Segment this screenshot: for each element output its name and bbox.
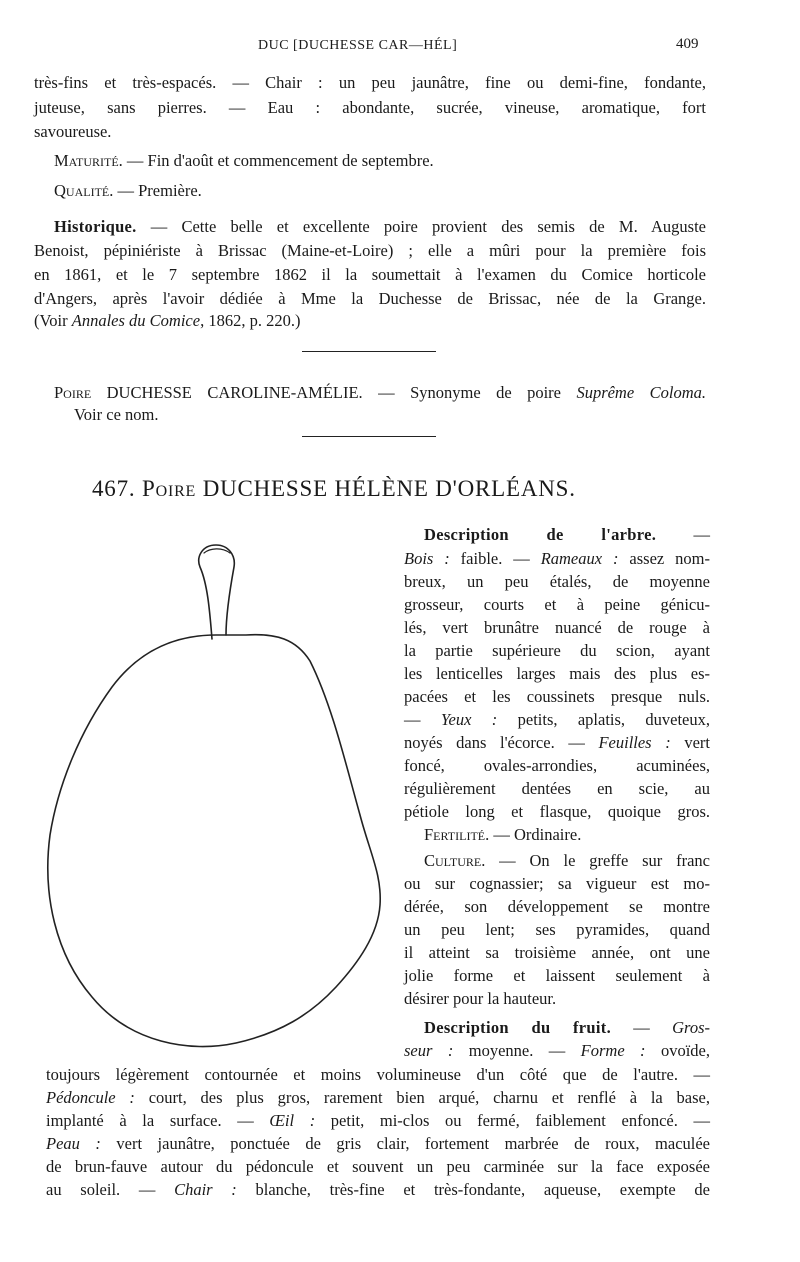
oeil-label: Œil : [269, 1111, 316, 1130]
text-line: grosseur, courts et à peine génicu- [404, 595, 710, 614]
synonym-poire: Poire [54, 383, 92, 402]
text-line: breux, un peu étalés, de moyenne [404, 572, 710, 591]
text-line: les lenticelles larges mais des plus es- [404, 664, 710, 683]
text-span: — [611, 1018, 673, 1037]
text-line [46, 1133, 710, 1155]
section-poire: Poire [135, 476, 203, 501]
text-span: moyenne. — [453, 1041, 581, 1060]
text-line: en 1861, et le 7 septembre 1862 il la soumettait à l'examen du Comice horticole [34, 265, 706, 284]
tree-heading-dash: — [656, 525, 710, 544]
historique-label: Historique. [54, 217, 137, 236]
citation-title: Annales du Comice [71, 311, 201, 330]
text-line [46, 1179, 710, 1201]
pear-outline [48, 635, 380, 1047]
text-line: très-fins et très-espacés. — Chair : un peu jaunâtre, fine ou demi-fine, fondante, [34, 73, 706, 92]
culture-label: Culture. [424, 851, 486, 870]
historique-line [54, 216, 706, 238]
chair-label: Chair : [174, 1180, 237, 1199]
text-line: savoureuse. [34, 122, 112, 141]
maturite-text: — Fin d'août et commencement de septembre. [122, 151, 434, 170]
text-line: foncé, ovales-arrondies, acuminées, [404, 756, 710, 775]
tree-heading: Description de l'arbre. [424, 525, 657, 544]
text-line: Voir ce nom. [74, 405, 159, 424]
text-line [404, 709, 710, 731]
text-span: au soleil. — [46, 1180, 175, 1199]
tree-heading-line [424, 524, 710, 546]
text-span: ovoïde, [645, 1041, 710, 1060]
divider-rule [302, 436, 436, 437]
culture-text: — On le greffe sur franc [485, 851, 710, 870]
text-line: régulièrement dentées en scie, au [404, 779, 710, 798]
synonym-line [54, 382, 706, 404]
text-span: vert [670, 733, 710, 752]
text-line: jolie forme et laissent seulement à [404, 966, 710, 985]
fruit-heading: Description du fruit. [424, 1018, 612, 1037]
text-line: dérée, son développement se montre [404, 897, 710, 916]
historique-text: — Cette belle et excellente poire provient des semis de M. Auguste [136, 217, 706, 236]
synonym-ref: Suprême Coloma. [576, 383, 706, 402]
running-head: DUC [DUCHESSE CAR—HÉL] [258, 38, 458, 53]
citation-suffix: , 1862, p. 220.) [200, 311, 301, 330]
divider-rule [302, 351, 436, 352]
fertilite-line [424, 824, 581, 846]
feuilles-label: Feuilles : [598, 733, 671, 752]
text-line [46, 1087, 710, 1109]
culture-line [424, 850, 710, 872]
text-span: assez nom- [618, 549, 710, 568]
text-span: vert jaunâtre, ponctuée de gris clair, fortement marbrée de roux, maculée [100, 1134, 711, 1153]
text-line: lés, vert brunâtre nuancé de rouge à [404, 618, 710, 637]
text-span: faible. — [449, 549, 541, 568]
text-line [404, 732, 710, 754]
text-line [404, 548, 710, 570]
page-number: 409 [676, 36, 699, 52]
qualite-label: Qualité. [54, 181, 114, 200]
qualite-line [54, 180, 202, 202]
text-span: seur : [404, 1041, 454, 1060]
text-line: désirer pour la hauteur. [404, 989, 557, 1008]
section-title [92, 476, 576, 502]
yeux-label: Yeux : [440, 710, 498, 729]
synonym-text: — Synonyme de poire [362, 383, 577, 402]
text-span: petit, mi-clos ou fermé, faiblement enfoncé. — [315, 1111, 710, 1130]
bois-label: Bois : [404, 549, 450, 568]
text-line: toujours légèrement contournée et moins volumineuse d'un côté que de l'autre. — [46, 1065, 710, 1084]
maturite-line [54, 150, 434, 172]
text-line: la partie supérieure du scion, ayant [404, 641, 710, 660]
text-line [404, 1040, 710, 1062]
maturite-label: Maturité. [54, 151, 123, 170]
text-span: blanche, très-fine et très-fondante, aqueuse, exempte de [236, 1180, 710, 1199]
pear-illustration [40, 535, 390, 1055]
text-line: pétiole long et flasque, quoique gros. [404, 802, 710, 821]
text-span: petits, aplatis, duveteux, [497, 710, 710, 729]
text-line: juteuse, sans pierres. — Eau : abondante, sucrée, vineuse, aromatique, fort [34, 98, 706, 117]
forme-label: Forme : [580, 1041, 646, 1060]
section-name: DUCHESSE HÉLÈNE D'ORLÉANS. [202, 476, 576, 501]
synonym-name: DUCHESSE CAROLINE-AMÉLIE. [91, 383, 363, 402]
text-line: pacées et les coussinets presque nuls. [404, 687, 710, 706]
section-number: 467. [92, 476, 136, 501]
fruit-heading-line [424, 1017, 710, 1039]
grosseur-label: Gros- [672, 1018, 710, 1037]
text-line: de brun-fauve autour du pédoncule et souvent un peu carminée sur la face exposée [46, 1157, 710, 1176]
qualite-text: — Première. [113, 181, 202, 200]
text-line [34, 310, 300, 332]
fertilite-label: Fertilité. [424, 825, 490, 844]
text-span: — [404, 710, 441, 729]
text-line: un peu lent; ses pyramides, quand [404, 920, 710, 939]
text-span: court, des plus gros, rarement bien arqué, charnu et renflé à la base, [134, 1088, 710, 1107]
rameaux-label: Rameaux : [540, 549, 619, 568]
text-line: d'Angers, après l'avoir dédiée à Mme la Duchesse de Brissac, née de la Grange. [34, 289, 706, 308]
pedoncule-label: Pédoncule : [46, 1088, 135, 1107]
pear-stem [199, 545, 235, 639]
text-span: noyés dans l'écorce. — [404, 733, 599, 752]
text-line: Benoist, pépiniériste à Brissac (Maine-et-Loire) ; elle a mûri pour la première fois [34, 241, 706, 260]
text-line: il atteint sa troisième année, ont une [404, 943, 710, 962]
text-span: implanté à la surface. — [46, 1111, 270, 1130]
peau-label: Peau : [46, 1134, 101, 1153]
citation-prefix: (Voir [34, 311, 72, 330]
fertilite-text: — Ordinaire. [489, 825, 582, 844]
text-line: ou sur cognassier; sa vigueur est mo- [404, 874, 710, 893]
text-line [46, 1110, 710, 1132]
